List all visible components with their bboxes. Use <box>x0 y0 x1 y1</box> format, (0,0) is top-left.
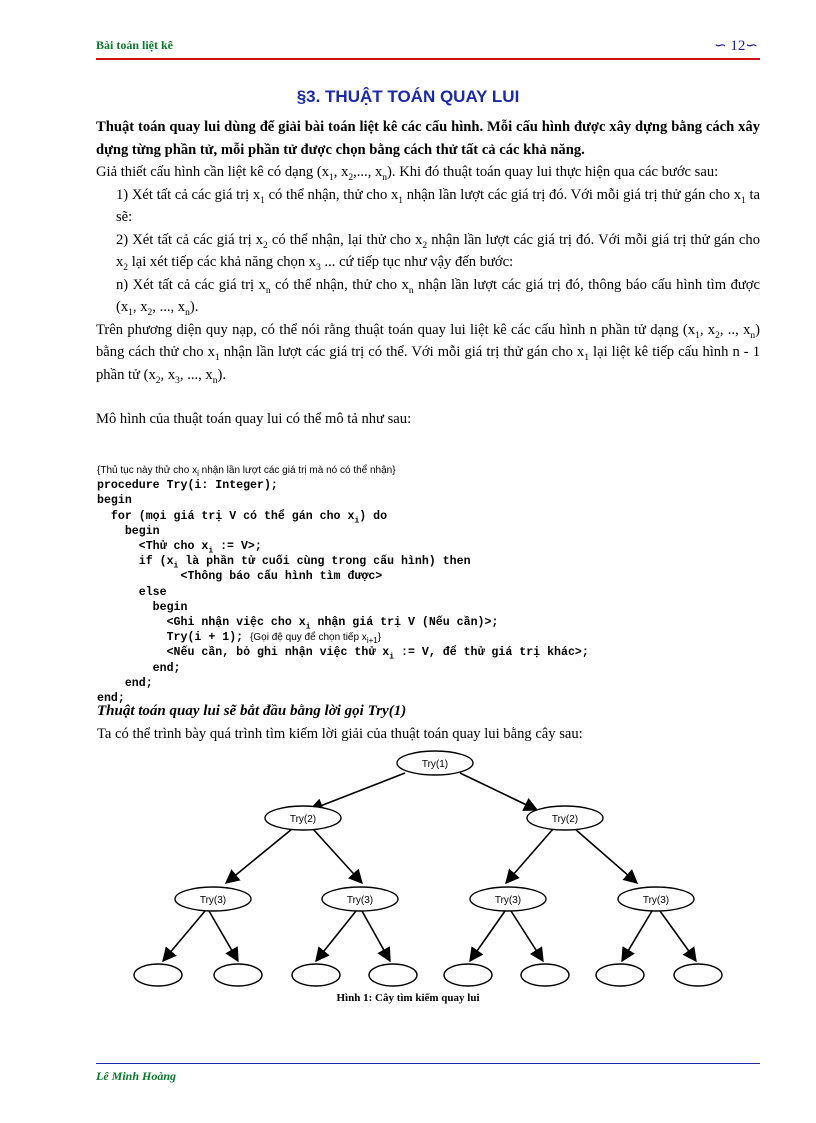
tree-leaf <box>444 964 492 986</box>
tree-edge <box>316 911 356 961</box>
tree-label: Try(2) <box>289 814 317 825</box>
tree-leaf <box>674 964 722 986</box>
tree-edge <box>362 911 390 961</box>
code-line: procedure Try(i: Integer); <box>97 479 278 493</box>
tree-label: Try(3) <box>494 895 522 906</box>
tree-leaf <box>596 964 644 986</box>
tree-edge <box>310 773 405 810</box>
tree-edge <box>209 911 238 961</box>
code-line: begin <box>97 600 188 614</box>
header-rule <box>96 58 760 60</box>
search-tree-diagram <box>0 748 816 992</box>
tree-edge <box>226 829 292 883</box>
tree-edge <box>622 911 652 961</box>
tree-label: Try(2) <box>551 814 579 825</box>
code-line: end; <box>97 676 153 690</box>
tree-edge <box>660 911 696 961</box>
tree-leaf <box>214 964 262 986</box>
italic-heading: Thuật toán quay lui sẽ bắt đầu bằng lời gọi Try(1) <box>97 703 407 719</box>
tree-label: Try(3) <box>642 895 670 906</box>
pseudocode-block <box>97 463 589 706</box>
code-line: for (mọi giá trị V có thể gán cho $x_i$) do <box>97 509 388 525</box>
tree-edge <box>163 911 205 961</box>
tree-intro: Ta có thể trình bày quá trình tìm kiếm lời giải của thuật toán quay lui bằng cây sau: <box>97 726 583 742</box>
tree-edge <box>470 911 505 961</box>
assumption-paragraph: Giả thiết cấu hình cần liệt kê có dạng ($x_1$, $x_2$,..., $x_n$). Khi đó thuật toán quay lui thực hiện qua các bước sau: <box>96 164 719 183</box>
code-line: <Thử cho $x_i$ := V>; <box>97 540 262 556</box>
header-title: Bài toán liệt kê <box>96 38 173 52</box>
page-number: ∽ 12∽ <box>714 38 758 54</box>
code-line: <Ghi nhận việc cho $x_i$ nhận giá trị V (Nếu cần)>; <box>97 616 499 632</box>
code-line: if ($x_i$ là phần tử cuối cùng trong cấu hình) then <box>97 555 471 571</box>
page-title: §3. THUẬT TOÁN QUAY LUI <box>296 87 520 106</box>
code-line: end; <box>97 692 125 706</box>
tree-edge <box>506 829 553 883</box>
tree-leaf <box>521 964 569 986</box>
induction-paragraph: Trên phương diện quy nạp, có thể nói rằng thuật toán quay lui liệt kê các cấu hình n phần tử dạng ($x_1$, $x_2$, .., $x_n$) bằng cách thử cho $x_1$ nhận lần lượt các giá trị có thể. Với mỗi giá trị thử gán cho $x_1$ lại liệt kê tiếp cấu hình n - 1 phần tử ($x_2$, $x_3$, ..., $x_n$). <box>96 321 761 386</box>
model-intro: Mô hình của thuật toán quay lui có thể mô tả như sau: <box>96 411 412 427</box>
code-line: end; <box>97 661 181 675</box>
tree-label-root: Try(1) <box>421 759 449 770</box>
code-line: begin <box>97 524 160 538</box>
code-comment: {Thủ tục này thử cho $x_i$ nhận lần lượt các giá trị mà nó có thể nhận} <box>97 465 396 478</box>
tree-leaf <box>369 964 417 986</box>
code-line: <Nếu cần, bỏ ghi nhận việc thử $x_i$ := V, để thử giá trị khác>; <box>97 646 589 662</box>
code-line: <Thông báo cấu hình tìm được> <box>97 570 383 584</box>
footer-rule <box>96 1063 760 1064</box>
tree-leaf <box>134 964 182 986</box>
code-line: else <box>97 585 167 599</box>
footer-author: Lê Minh Hoàng <box>96 1069 177 1083</box>
tree-edge <box>511 911 543 961</box>
intro-paragraph: Thuật toán quay lui dùng để giải bài toán liệt kê các cấu hình. Mỗi cấu hình được xây dựng bằng cách xây dựng từng phần tử, mỗi phần tử được chọn bằng cách thử tất cả các khả năng. <box>96 119 760 158</box>
tree-leaf <box>292 964 340 986</box>
step-n: n) Xét tất cả các giá trị $x_n$ có thể nhận, thử cho $x_n$ nhận lần lượt các giá trị đó, thông báo cấu hình tìm được ($x_1$, $x_2$, ..., $x_n$). <box>116 276 760 318</box>
step-1: 1) Xét tất cả các giá trị $x_1$ có thể nhận, thử cho $x_1$ nhận lần lượt các giá trị đó. Với mỗi giá trị thử gán cho $x_1$ ta sẽ: <box>116 186 760 225</box>
tree-label: Try(3) <box>346 895 374 906</box>
code-line: begin <box>97 494 132 508</box>
tree-edge <box>313 829 362 883</box>
tree-edge <box>460 773 537 810</box>
tree-label: Try(3) <box>199 895 227 906</box>
step-2: 2) Xét tất cả các giá trị $x_2$ có thể nhận, lại thử cho $x_2$ nhận lần lượt các giá trị đó. Với mỗi giá trị thử gán cho $x_2$ lại xét tiếp các khả năng chọn $x_3$ ... cứ tiếp tục như vậy đến bước: <box>116 231 760 273</box>
body-text <box>96 116 760 431</box>
code-line: Try(i + 1); {Gọi đệ quy để chọn tiếp $x_{i+1}$} <box>97 631 382 646</box>
figure-caption: Hình 1: Cây tìm kiếm quay lui <box>336 992 480 1004</box>
tree-edge <box>575 829 637 883</box>
